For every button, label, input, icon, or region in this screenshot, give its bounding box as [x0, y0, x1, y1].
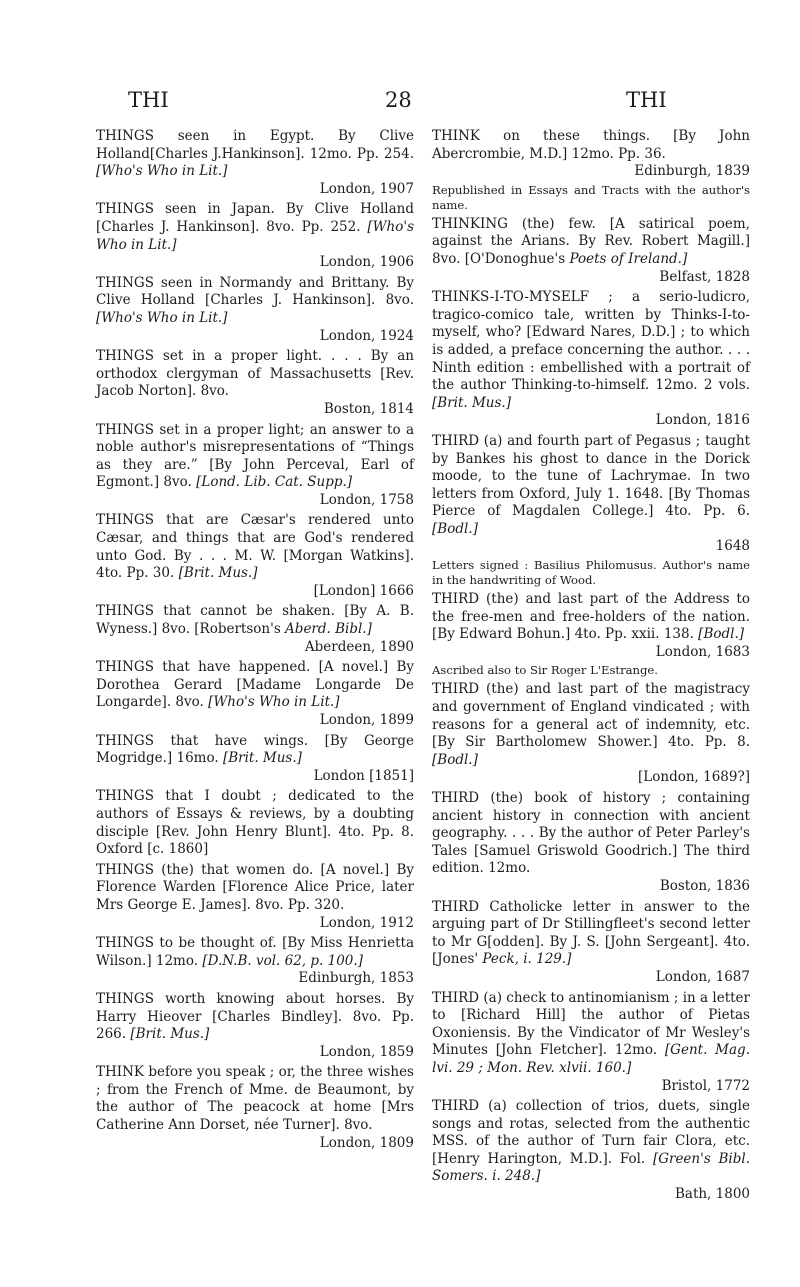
bibliography-entry [96, 733, 414, 786]
bibliography-entry [96, 788, 414, 858]
entry-text: THINGS that are Cæsar's rendered unto Cæsar, and things that are God's rendered unto God. By . . . M. W. [Morgan Watkins]. 4to. Pp. 30. [96, 512, 414, 582]
entry-text: THINGS to be thought of. [By Miss Henrietta Wilson.] 12mo. [96, 935, 414, 969]
entry-reference: [Who's Who in Lit.] [96, 218, 414, 253]
header-left-guide: THI [128, 88, 169, 112]
entry-imprint: Aberdeen, 1890 [304, 638, 414, 655]
entry-reference: [Bodl.] [432, 520, 478, 537]
entry-imprint: Edinburgh, 1853 [298, 970, 414, 987]
entry-imprint: Belfast, 1828 [659, 268, 750, 285]
entry-text: THINGS seen in Japan. By Clive Holland [Charles J. Hankinson]. 8vo. Pp. 252. [96, 201, 414, 235]
bibliography-entry [432, 1098, 750, 1204]
entry-imprint: London, 1809 [319, 1134, 414, 1151]
bibliography-entry [96, 659, 414, 729]
entry-imprint: London, 1906 [319, 254, 414, 271]
entry-imprint: Boston, 1814 [323, 400, 414, 417]
entry-text: THIRD (the) and last part of the Address to the free-men and free-holders of the nation. [By Edward Bohun.] 4to. Pp. xxii. 138. [432, 591, 750, 643]
entry-imprint: Bristol, 1772 [661, 1077, 750, 1094]
bibliography-entry [96, 201, 414, 271]
entry-reference: [Gent. Mag. lvi. 29 ; Mon. Rev. xlvii. 160.] [432, 1042, 750, 1076]
entry-imprint: London, 1912 [319, 914, 414, 931]
entry-reference: Poets of Ireland.] [569, 250, 688, 267]
bibliography-entry [432, 681, 750, 787]
entry-text: THINGS that I doubt ; dedicated to the authors of Essays & reviews, by a doubting disciple [Rev. John Henry Blunt]. 4to. Pp. 8. Oxford [c. 1860] [96, 788, 414, 858]
entry-note: Ascribed also to Sir Roger L'Estrange. [432, 663, 658, 678]
bibliography-entry [432, 216, 750, 286]
entry-imprint: London, 1687 [655, 968, 750, 985]
entry-text: THINGS worth knowing about horses. By Harry Hieover [Charles Bindley]. 8vo. Pp. 266. [96, 990, 414, 1043]
bibliography-entry [96, 512, 414, 600]
entry-text: THINGS that cannot be shaken. [By A. B. Wyness.] 8vo. [Robertson's [96, 603, 414, 638]
entry-text: THINGS that have happened. [A novel.] By Dorothea Gerard [Madame Longarde De Longarde]. 8vo. [96, 659, 414, 711]
entry-text: THINGS that have wings. [By George Mogridge.] 16mo. [96, 732, 414, 767]
bibliography-entry [96, 422, 414, 510]
bibliography-entry [96, 991, 414, 1061]
header-right-guide: THI [626, 88, 667, 112]
entry-reference: [Who's Who in Lit.] [208, 694, 340, 711]
entry-reference: [Who's Who in Lit.] [96, 309, 228, 326]
bibliography-entry [432, 899, 750, 987]
entry-text: THIRD (a) check to antinomianism ; in a letter to [Richard Hill] the author of Pietas Oxoniensis. By the Vindicator of Mr Wesley's Minutes [John Fletcher]. 12mo. [432, 989, 750, 1059]
entry-imprint: Bath, 1800 [674, 1186, 750, 1203]
entry-imprint: London, 1924 [319, 327, 414, 344]
entry-text: THIRD (the) and last part of the magistracy and government of England vindicated ; with reasons for a general act of indemnity, etc. [By Sir Bartholomew Shower.] 4to. Pp. 8. [432, 681, 750, 751]
entry-reference: [Bodl.] [432, 751, 478, 768]
entry-reference: [Brit. Mus.] [178, 565, 258, 582]
entry-imprint: Boston, 1836 [659, 877, 750, 894]
entry-note: Letters signed : Basilius Philomusus. Author's name in the handwriting of Wood. [432, 558, 750, 588]
entry-reference: Peck, i. 129.] [482, 951, 572, 968]
entry-imprint: London, 1758 [319, 491, 414, 508]
bibliography-entry [432, 433, 750, 588]
entry-reference: Aberd. Bibl.] [285, 621, 372, 638]
entry-imprint: Edinburgh, 1839 [634, 163, 750, 180]
right-column [432, 128, 750, 1207]
left-column [96, 128, 414, 1155]
page-number: 28 [385, 88, 412, 112]
entry-imprint: London [1851] [313, 767, 414, 784]
entry-imprint: London, 1899 [319, 712, 414, 728]
entry-text: THINGS set in a proper light. . . . By an orthodox clergyman of Massachusetts [Rev. Jacob Norton]. 8vo. [96, 348, 414, 400]
entry-text: THIRD (the) book of history ; containing ancient history in connection with ancient geography. . . . By the author of Peter Parley's Tales [Samuel Griswold Goodrich.] The third edition. 12mo. [432, 790, 750, 877]
bibliography-entry [432, 591, 750, 678]
entry-text: THIRD (a) and fourth part of Pegasus ; taught by Bankes his ghost to dance in the Dorick moode, to the tune of Lachrymae. In two letters from Oxford, July 1. 1648. [By Thomas Pierce of Magdalen College.] 4to. Pp. 6. [432, 432, 750, 520]
entry-reference: [Bodl.] [698, 626, 745, 643]
entry-imprint: 1648 [715, 538, 750, 555]
entry-reference: [Green's Bibl. Somers. i. 248.] [432, 1150, 750, 1185]
bibliography-entry [432, 128, 750, 213]
entry-text: THINKING (the) few. [A satirical poem, against the Arians. By Rev. Robert Magill.] 8vo. [O'Donoghue's [432, 215, 750, 267]
entry-imprint: London, 1816 [655, 412, 750, 429]
entry-text: THIRD Catholicke letter in answer to the arguing part of Dr Stillingfleet's second letter to Mr G[odden]. By J. S. [John Sergeant]. 4to. [Jones' [432, 898, 750, 968]
entry-reference: [Brit. Mus.] [432, 394, 511, 411]
entry-text: THIRD (a) collection of trios, duets, single songs and rotas, selected from the authentic MSS. of the author of Turn fair Clora, etc. [Henry Harington, M.D.]. Fol. [432, 1098, 750, 1167]
entry-text: THINGS (the) that women do. [A novel.] By Florence Warden [Florence Alice Price, later Mrs George E. James]. 8vo. Pp. 320. [96, 861, 414, 913]
entry-text: THINGS seen in Egypt. By Clive Holland[Charles J.Hankinson]. 12mo. Pp. 254. [96, 128, 414, 162]
bibliography-entry [432, 790, 750, 896]
entry-text: THINGS seen in Normandy and Brittany. By Clive Holland [Charles J. Hankinson]. 8vo. [96, 274, 414, 309]
entry-imprint: [London] 1666 [313, 582, 414, 599]
bibliography-entry [432, 990, 750, 1096]
bibliography-entry [96, 275, 414, 345]
bibliography-entry [96, 1064, 414, 1152]
entry-imprint: London, 1907 [319, 180, 414, 197]
entry-imprint: London, 1683 [655, 643, 750, 660]
entry-reference: [D.N.B. vol. 62, p. 100.] [202, 952, 363, 969]
running-header [0, 88, 800, 112]
entry-reference: [Brit. Mus.] [222, 750, 302, 767]
entry-reference: [Lond. Lib. Cat. Supp.] [196, 474, 353, 491]
entry-reference: [Who's Who in Lit.] [96, 163, 228, 180]
bibliography-entry [96, 348, 414, 418]
entry-text: THINGS set in a proper light; an answer to a noble author's misrepresentations of “Things as they are.” [By John Perceval, Earl of Egmont.] 8vo. [96, 421, 414, 491]
entry-imprint: [London, 1689?] [638, 769, 750, 786]
entry-reference: [Brit. Mus.] [130, 1026, 210, 1043]
bibliography-entry [96, 862, 414, 932]
bibliography-entry [96, 935, 414, 988]
bibliography-entry [96, 603, 414, 656]
entry-text: THINK on these things. [By John Abercrombie, M.D.] 12mo. Pp. 36. [432, 128, 750, 162]
entry-imprint: London, 1859 [319, 1043, 414, 1060]
entry-note: Republished in Essays and Tracts with the author's name. [432, 182, 750, 212]
entry-text: THINKS-I-TO-MYSELF ; a serio-ludicro, tragico-comico tale, written by Thinks-I-to-myself, who? [Edward Nares, D.D.] ; to which is added, a preface concerning the author. . . . Ninth edition : embellished with a portrait of the author Thinking-to-himself. 12mo. 2 vols. [432, 289, 750, 394]
entry-text: THINK before you speak ; or, the three wishes ; from the French of Mme. de Beaumont, by the author of The peacock at home [Mrs Catherine Ann Dorset, née Turner]. 8vo. [96, 1064, 414, 1134]
bibliography-entry [432, 289, 750, 430]
bibliography-entry [96, 128, 414, 198]
